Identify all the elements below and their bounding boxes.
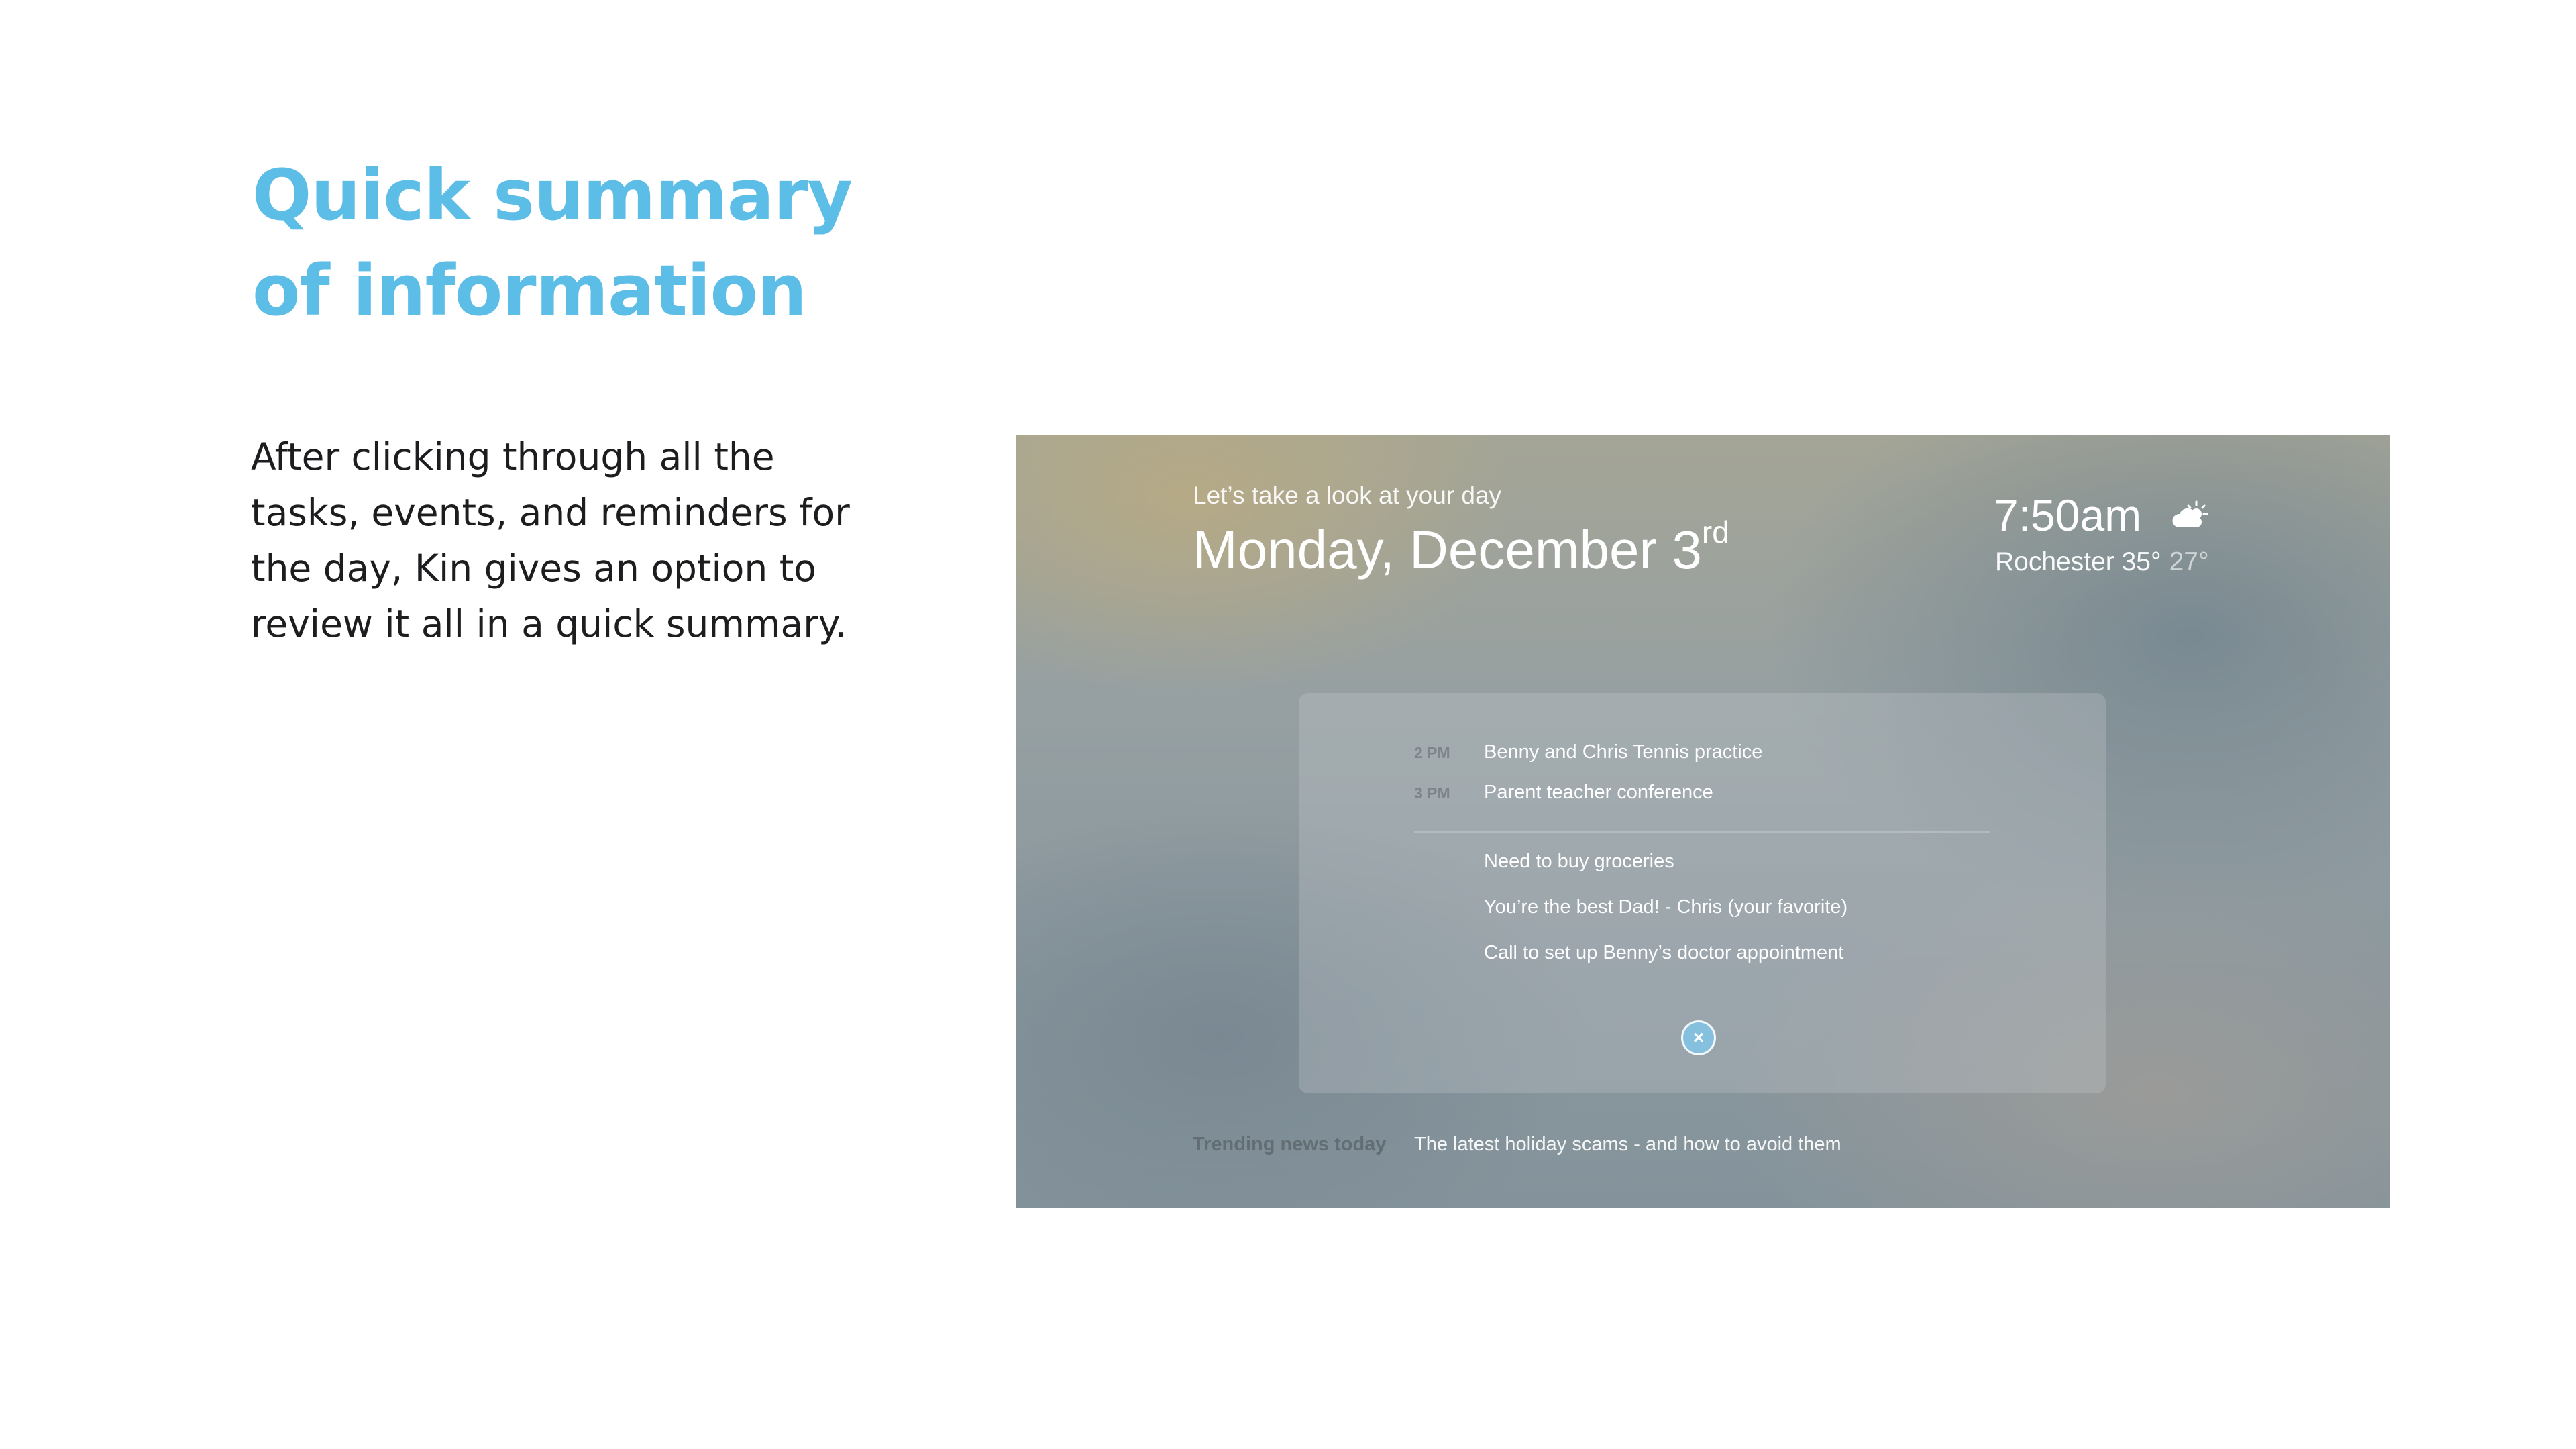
description-line-1: After clicking through all the [251,435,775,478]
description-line-3: the day, Kin gives an option to [251,547,816,590]
clock-time: 7:50am [1994,490,2142,540]
date-suffix: rd [1701,515,1729,550]
description-line-2: tasks, events, and reminders for [251,491,850,534]
close-icon: × [1693,1027,1705,1048]
reminder-item: Need to buy groceries [1484,851,1674,872]
slide-title-line-2: of information [252,250,806,331]
partly-cloudy-icon [2171,500,2208,530]
weather-readout [1995,547,2209,577]
description-line-4: review it all in a quick summary. [251,602,847,645]
divider [1414,831,1990,833]
summary-card [1299,693,2106,1093]
reminder-item: You’re the best Dad! - Chris (your favorite) [1484,896,1848,918]
slide-title [252,148,1057,338]
date-text: Monday, December 3 [1193,520,1702,580]
location-temp: Rochester 35° [1995,547,2161,576]
slide-description [251,429,855,652]
news-label: Trending news today [1193,1134,1387,1155]
event-title: Parent teacher conference [1484,782,1713,803]
news-headline[interactable]: The latest holiday scams - and how to avoid them [1414,1134,1841,1155]
reminder-item: Call to set up Benny’s doctor appointment [1484,942,1844,963]
event-title: Benny and Chris Tennis practice [1484,741,1763,763]
slide-title-line-1: Quick summary [252,154,853,236]
close-button[interactable] [1681,1020,1716,1055]
event-time: 3 PM [1414,784,1450,802]
tv-screenshot [1016,435,2390,1208]
date-heading [1193,515,1729,581]
event-time: 2 PM [1414,744,1450,761]
low-temp: 27° [2169,547,2209,576]
greeting-text: Let’s take a look at your day [1193,482,1502,509]
